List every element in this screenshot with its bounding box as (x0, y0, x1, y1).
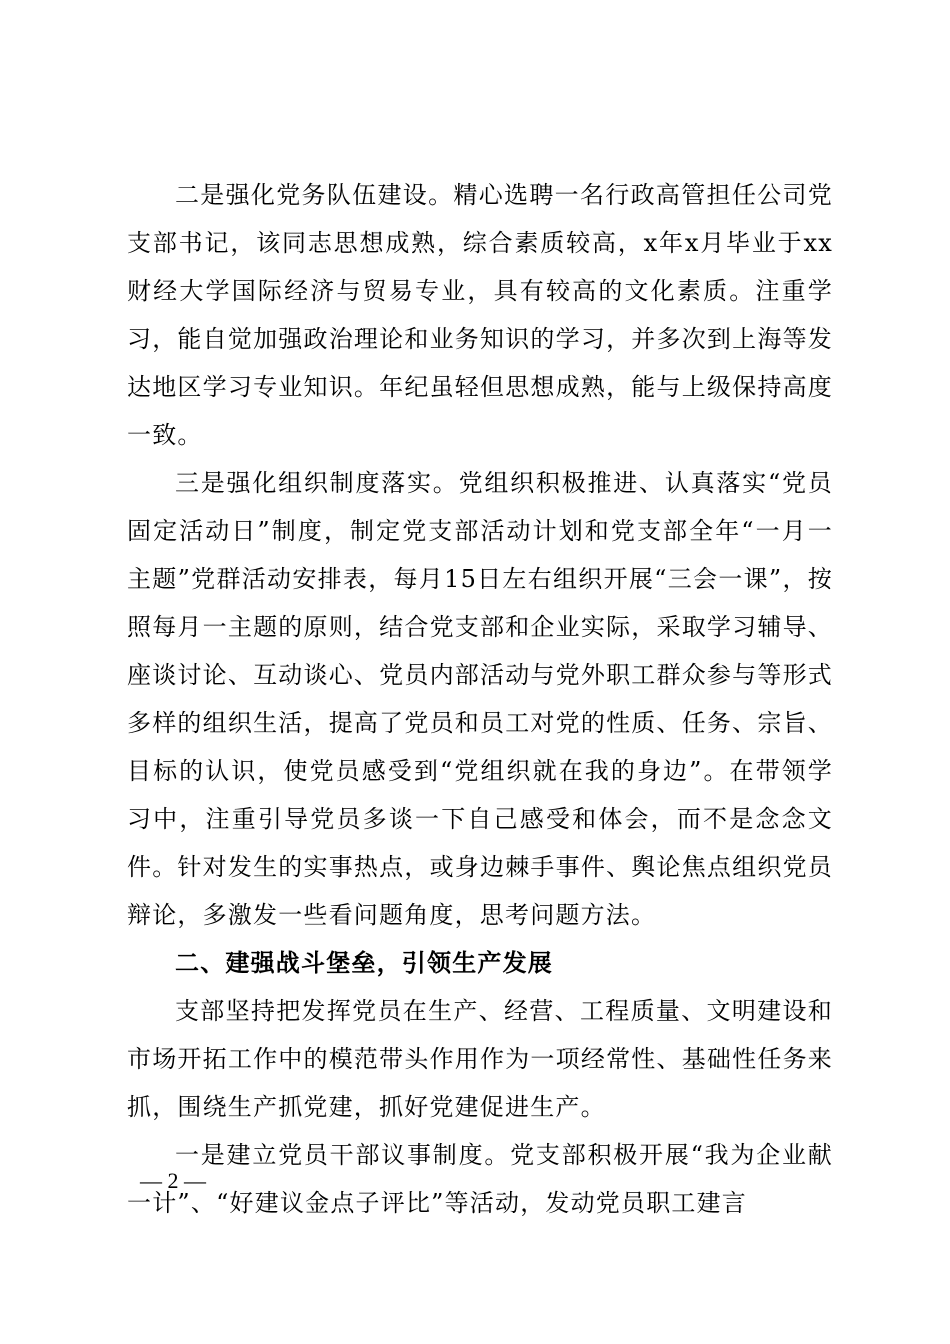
paragraph-party-team-building: 二是强化党务队伍建设。精心选聘一名行政高管担任公司党支部书记，该同志思想成熟，综合素质较高，x年x月毕业于xx财经大学国际经济与贸易专业，具有较高的文化素质。注重学习，能自觉加强政治理论和业务知识的学习，并多次到上海等发达地区学习专业知识。年纪虽轻但思想成熟，能与上级保持高度一致。 (127, 181, 833, 449)
document-body (127, 171, 833, 1227)
page-number: — 2 — (140, 1168, 206, 1193)
paragraph-branch-role: 支部坚持把发挥党员在生产、经营、工程质量、文明建设和市场开拓工作中的模范带头作用作为一项经常性、基础性任务来抓，围绕生产抓党建，抓好党建促进生产。 (127, 997, 833, 1121)
section-heading: 二、建强战斗堡垒，引领生产发展 (175, 948, 553, 977)
paragraph-deliberation-system: 一是建立党员干部议事制度。党支部积极开展“我为企业献一计”、“好建议金点子评比”等活动，发动党员职工建言 (127, 1141, 833, 1217)
paragraph-organization-system: 三是强化组织制度落实。党组织积极推进、认真落实“党员固定活动日”制度，制定党支部活动计划和党支部全年“一月一主题”党群活动安排表，每月15日左右组织开展“三会一课”，按照每月一主题的原则，结合党支部和企业实际，采取学习辅导、座谈讨论、互动谈心、党员内部活动与党外职工群众参与等形式多样的组织生活，提高了党员和员工对党的性质、任务、宗旨、目标的认识，使党员感受到“党组织就在我的身边”。在带领学习中，注重引导党员多谈一下自己感受和体会，而不是念念文件。针对发生的实事热点，或身边棘手事件、舆论焦点组织党员辩论，多激发一些看问题角度，思考问题方法。 (127, 469, 833, 929)
